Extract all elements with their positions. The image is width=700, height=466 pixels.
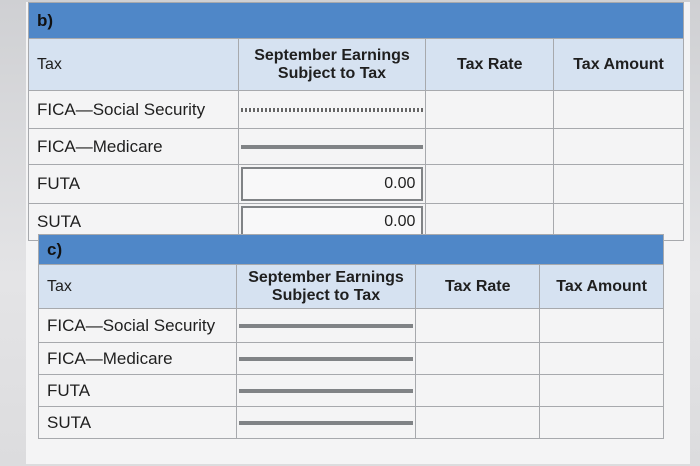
earnings-input[interactable]: 0.00 (241, 206, 424, 238)
table-row (39, 407, 664, 439)
amount-cell[interactable] (540, 343, 664, 375)
rate-cell[interactable] (426, 165, 554, 204)
earnings-input[interactable] (239, 389, 414, 393)
amount-column-header: Tax Amount (540, 265, 664, 309)
tax-label: FICA—Social Security (39, 309, 237, 343)
section-c-label: c) (39, 235, 664, 265)
rate-cell[interactable] (426, 91, 554, 129)
tax-column-header: Tax (29, 39, 239, 91)
amount-cell[interactable] (554, 91, 684, 129)
earnings-input[interactable] (241, 145, 424, 149)
earnings-input[interactable] (241, 108, 424, 112)
tax-label: FUTA (39, 375, 237, 407)
amount-cell[interactable] (540, 375, 664, 407)
tax-label: FICA—Medicare (29, 129, 239, 165)
rate-cell[interactable] (416, 309, 540, 343)
tax-label: SUTA (39, 407, 237, 439)
tax-label: FICA—Social Security (29, 91, 239, 129)
section-c-table (38, 234, 664, 439)
amount-cell[interactable] (540, 407, 664, 439)
amount-cell[interactable] (554, 165, 684, 204)
rate-cell[interactable] (416, 343, 540, 375)
earnings-input[interactable] (239, 357, 414, 361)
table-row (29, 129, 684, 165)
rate-column-header: Tax Rate (426, 39, 554, 91)
rate-cell[interactable] (416, 375, 540, 407)
tax-label: FUTA (29, 165, 239, 204)
tax-column-header: Tax (39, 265, 237, 309)
rate-cell[interactable] (416, 407, 540, 439)
worksheet (26, 2, 690, 464)
earnings-input[interactable] (239, 421, 414, 425)
earnings-column-header: September Earnings Subject to Tax (236, 265, 416, 309)
tax-label: FICA—Medicare (39, 343, 237, 375)
amount-cell[interactable] (540, 309, 664, 343)
table-row (29, 91, 684, 129)
section-b-table (28, 2, 684, 241)
rate-column-header: Tax Rate (416, 265, 540, 309)
earnings-column-header: September Earnings Subject to Tax (238, 39, 426, 91)
amount-column-header: Tax Amount (554, 39, 684, 91)
table-row (39, 375, 664, 407)
rate-cell[interactable] (426, 129, 554, 165)
amount-cell[interactable] (554, 129, 684, 165)
earnings-input[interactable] (239, 324, 414, 328)
table-row (29, 165, 684, 204)
earnings-input[interactable]: 0.00 (241, 167, 424, 201)
tax-label: SUTA (29, 204, 239, 241)
table-row (39, 309, 664, 343)
section-b-label: b) (29, 3, 684, 39)
table-row (39, 343, 664, 375)
